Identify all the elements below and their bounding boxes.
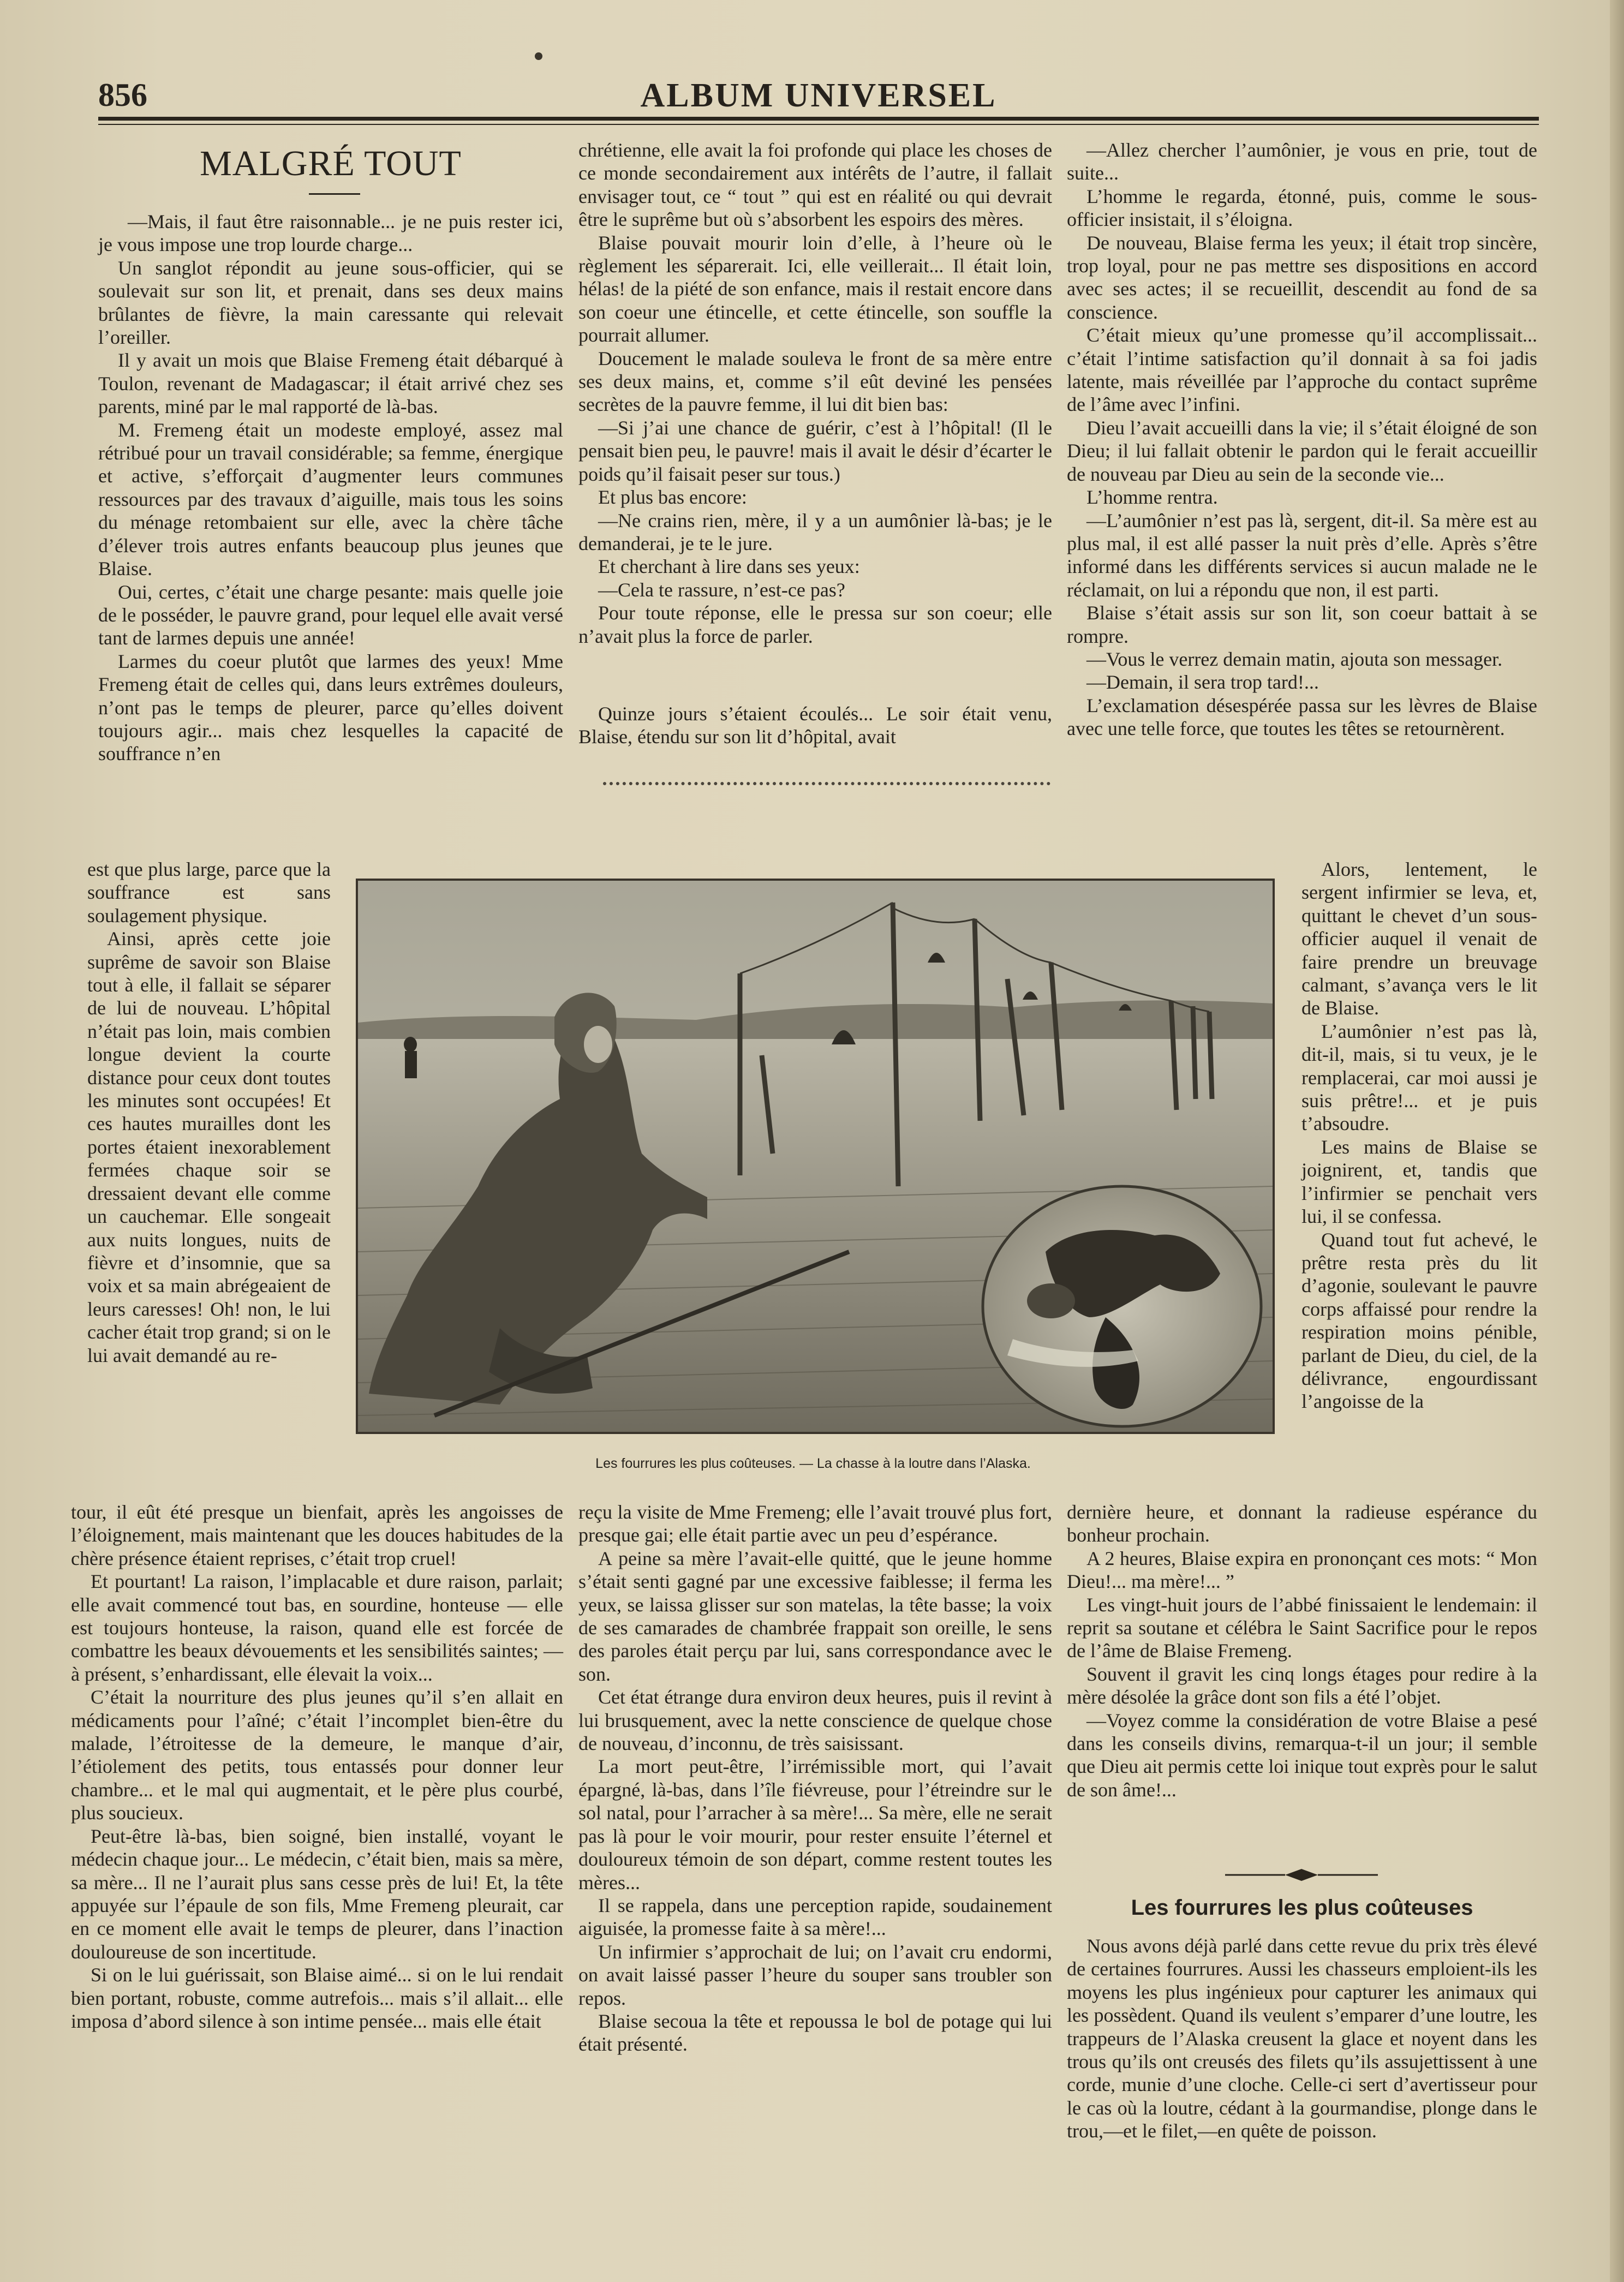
paragraph: Les mains de Blaise se joignirent, et, tandis que l’infirmier se penchait vers lui, il se confessa. bbox=[1301, 1136, 1537, 1228]
paragraph: M. Fremeng était un modeste employé, assez mal rétribué pour un travail considérable; sa femme, énergique et active, s’efforçait d’augmenter leurs communes ressources par des travaux d’aiguille, mais tous les soins du ménage retombaient sur elle, avec la chère tâche d’élever trois autres enfants beaucoup plus jeunes que Blaise. bbox=[98, 419, 563, 580]
paragraph: tour, il eût été presque un bienfait, après les angoisses de l’éloignement, mais maintenant que les douces habitudes de la chère présence étaient reprises, c’était trop cruel! bbox=[71, 1501, 563, 1569]
paragraph: Blaise secoua la tête et repoussa le bol de potage qui lui était présenté. bbox=[578, 2010, 1052, 2056]
paragraph: —Demain, il sera trop tard!... bbox=[1086, 671, 1319, 694]
paragraph: est que plus large, parce que la souffrance est sans soulagement physique. bbox=[87, 858, 331, 927]
paragraph: Et cherchant à lire dans ses yeux: bbox=[598, 555, 860, 578]
column-3-wrap bbox=[1301, 858, 1537, 1413]
paragraph: Un sanglot répondit au jeune sous-officier, qui se soulevait sur son lit, et prenait, dans ses deux mains brûlantes de fièvre, la main caressante qui relevait l’oreiller. bbox=[98, 256, 563, 349]
otter-inset bbox=[983, 1186, 1261, 1426]
column-1-wrap bbox=[87, 858, 331, 1367]
paragraph: —Ne crains rien, mère, il y a un aumônier là-bas; je le demanderai, je te le jure. bbox=[578, 509, 1052, 554]
paragraph: —Si j’ai une chance de guérir, c’est à l’hôpital! (Il le pensait bien peu, le pauvre! mais il avait le désir d’écarter le poids qu’il faisait peser sur tous.) bbox=[578, 416, 1052, 485]
page-number: 856 bbox=[98, 77, 147, 113]
paragraph: reçu la visite de Mme Fremeng; elle l’avait trouvé plus fort, presque gai; elle était partie avec un peu d’espérance. bbox=[578, 1501, 1052, 1546]
page-header bbox=[98, 74, 1539, 120]
paragraph: Larmes du coeur plutôt que larmes des yeux! Mme Fremeng était de celles qui, dans leurs extrêmes douleurs, n’ont pas le temps de pleurer, parce qu’elles doivent toujours agir... mais chez lesquelles la capacité de souffrance n’en bbox=[98, 650, 563, 765]
paragraph: Il y avait un mois que Blaise Fremeng était débarqué à Toulon, revenant de Madagascar; il était arrivé chez ses parents, miné par le mal rapporté de là-bas. bbox=[98, 349, 563, 418]
paragraph: La mort peut-être, l’irrémissible mort, qui l’avait épargné, là-bas, dans l’île fiévreuse, pour l’étreindre sur le sol natal, pour l’arracher à sa mère!... Sa mère, elle ne serait pas là pour le voir mourir, pour rester ensuite l’éternel et douloureux témoin de son départ, comme restent toutes les mères... bbox=[578, 1755, 1052, 1893]
paragraph: —Mais, il faut être raisonnable... je ne puis rester ici, je vous impose une trop lourde charge... bbox=[98, 211, 563, 256]
paragraph: Si on le lui guérissait, son Blaise aimé... si on le lui rendait bien portant, robuste, comme autrefois... mais s’il allait... elle imposa d’abord silence à son intime pensée... mais elle était bbox=[71, 1964, 563, 2032]
title-underline bbox=[309, 193, 360, 195]
header-rule-thin bbox=[98, 124, 1539, 125]
paragraph: Blaise pouvait mourir loin d’elle, à l’heure où le règlement les séparerait. Ici, elle veillerait... Il était loin, hélas! de la piété de son enfance, mais il restait encore dans son coeur une étincelle, et cette étincelle, son souffle la pourrait allumer. bbox=[578, 231, 1052, 347]
article-title: MALGRÉ TOUT bbox=[200, 144, 462, 183]
column-1-bottom bbox=[71, 1501, 563, 2033]
paragraph: De nouveau, Blaise ferma les yeux; il était trop sincère, trop loyal, pour ne pas mettre ses dispositions en accord avec ses actes; il se recueillit, descendit au fond de sa conscience. bbox=[1067, 231, 1537, 323]
otter-hunt-engraving bbox=[356, 879, 1275, 1434]
paragraph: L’exclamation désespérée passa sur les lèvres de Blaise avec une telle force, que toutes les têtes se retournèrent. bbox=[1067, 694, 1537, 740]
illustration-caption: Les fourrures les plus coûteuses. — La chasse à la loutre dans l’Alaska. bbox=[595, 1456, 1031, 1471]
header-rule-thick bbox=[98, 117, 1539, 121]
column-2-top bbox=[578, 139, 1052, 749]
paragraph: A peine sa mère l’avait-elle quitté, que le jeune homme s’était senti gagné par une excessive faiblesse; il ferma les yeux, se laissa glisser sur son matelas, la tête basse; la voix de ses camarades de chambrée frappait son oreille, le sens des paroles était perçu par lui, sans correspondance avec le son. bbox=[578, 1547, 1052, 1685]
paragraph: Les vingt-huit jours de l’abbé finissaient le lendemain: il reprit sa soutane et célébra le Saint Sacrifice pour le repos de l’âme de Blaise Fremeng. bbox=[1067, 1593, 1537, 1662]
paragraph: Pour toute réponse, elle le pressa sur son coeur; elle n’avait plus la force de parler. bbox=[578, 602, 1052, 647]
paragraph: L’aumônier n’est pas là, dit-il, mais, si tu veux, je le remplacerai, car moi aussi je suis prêtre!... et je puis t’absoudre. bbox=[1301, 1020, 1537, 1135]
paragraph: Ainsi, après cette joie suprême de savoir son Blaise tout à elle, il fallait se séparer de lui de nouveau. L’hôpital n’était pas loin, mais combien longue devient la courte distance pour ceux dont toutes les minutes sont occupées! Et ces hautes murailles dont les portes étaient inexorablement fermées chaque soir se dressaient devant elle comme un cauchemar. Elle songeait aux nuits longues, nuits de fièvre et d’insomnie, que sa voix et sa main abrégeaient de leurs caresses! Oh! non, le lui cacher était trop grand; si on le lui avait demandé au re- bbox=[87, 928, 331, 1366]
column-2-bottom bbox=[578, 1501, 1052, 2056]
paragraph: —Voyez comme la considération de votre Blaise a pesé dans les conseils divins, remarqua-t-il un jour; il semble que Dieu ait permis cette loi inique tout exprès pour le salut de son âme!... bbox=[1067, 1709, 1537, 1801]
paragraph: chrétienne, elle avait la foi profonde qui place les choses de ce monde secondairement aux intérêts de l’autre, il fallait envisager tout, ce “ tout ” qui est en réalité ou qui devrait être le suprême but où s’absorbent les espoirs des mères. bbox=[578, 139, 1052, 231]
paragraph: Peut-être là-bas, bien soigné, bien installé, voyant le médecin chaque jour... Le médecin, c’était bien, mais sa mère, sa mère... Il ne l’aurait plus sans cesse près de lui! Et, la tête appuyée sur l’épaule de son fils, Mme Fremeng pleurait, car en ce moment elle avait le temps de pleurer, dans l’inaction douloureuse de son incertitude. bbox=[71, 1825, 563, 1963]
ink-dot bbox=[535, 52, 542, 60]
page-binding-edge bbox=[1610, 0, 1624, 2282]
section-body bbox=[1067, 1934, 1537, 2143]
paragraph: L’homme le regarda, étonné, puis, comme le sous-officier insistait, il s’éloigna. bbox=[1067, 185, 1537, 231]
column-1-top bbox=[98, 210, 563, 766]
section-heading: Les fourrures les plus coûteuses bbox=[1131, 1896, 1473, 1920]
paragraph: C’était la nourriture des plus jeunes qu’il s’en allait en médicaments pour l’aîné; c’était l’incomplet bien-être du malade, l’étroitesse de la demeure, le manque d’air, l’étiolement des petits, tous entassés pour donner leur chambre... et le mal qui augmentait, et le père plus courbé, plus soucieux. bbox=[71, 1686, 563, 1824]
paragraph: —L’aumônier n’est pas là, sergent, dit-il. Sa mère est au plus mal, il est allé passer la nuit près d’elle. Après s’être informé dans les différents services si aucun malade ne le réclamait, on lui a répondu que non, il est parti. bbox=[1067, 509, 1537, 601]
paragraph: —Allez chercher l’aumônier, je vous en prie, tout de suite... bbox=[1067, 139, 1537, 184]
section-break-dots bbox=[603, 782, 1050, 787]
paragraph: Doucement le malade souleva le front de sa mère entre ses deux mains, et, comme s’il eût deviné les pensées secrètes de la pauvre femme, il lui dit bien bas: bbox=[578, 347, 1052, 416]
journal-title: ALBUM UNIVERSEL bbox=[640, 77, 997, 114]
column-3-top bbox=[1067, 139, 1537, 740]
section-ornament bbox=[1225, 1868, 1378, 1882]
paragraph: —Vous le verrez demain matin, ajouta son messager. bbox=[1086, 648, 1503, 670]
paragraph: Dieu l’avait accueilli dans la vie; il s’était éloigné de son Dieu; il lui fallait obtenir le pardon qui le ferait accueillir de nouveau par Dieu au sein de la seconde vie... bbox=[1067, 416, 1537, 485]
paragraph: Quinze jours s’étaient écoulés... Le soir était venu, Blaise, étendu sur son lit d’hôpital, avait bbox=[578, 702, 1052, 748]
paragraph: Quand tout fut achevé, le prêtre resta près du lit d’agonie, soulevant le pauvre corps affaissé pour rendre la respiration moins pénible, parlant de Dieu, du ciel, de la délivrance, engourdissant l’angoisse de la bbox=[1301, 1228, 1537, 1413]
paragraph: Blaise s’était assis sur son lit, son coeur battait à se rompre. bbox=[1067, 602, 1537, 647]
paragraph: Oui, certes, c’était une charge pesante: mais quelle joie de le posséder, le pauvre grand, pour lequel elle avait versé tant de larmes depuis une année! bbox=[98, 581, 563, 649]
distant-figure bbox=[404, 1037, 417, 1078]
paragraph: Souvent il gravit les cinq longs étages pour redire à la mère désolée la grâce dont son fils a été l’objet. bbox=[1067, 1663, 1537, 1708]
paragraph: dernière heure, et donnant la radieuse espérance du bonheur prochain. bbox=[1067, 1501, 1537, 1546]
engraving-drawing bbox=[358, 881, 1273, 1432]
column-3-bottom bbox=[1067, 1501, 1537, 1801]
paragraph: Il se rappela, dans une perception rapide, soudainement aiguisée, la promesse faite à sa mère!... bbox=[578, 1894, 1052, 1940]
paragraph: Et plus bas encore: bbox=[598, 486, 747, 509]
paragraph: Alors, lentement, le sergent infirmier se leva, et, quittant le chevet d’un sous-officier auquel il venait de faire prendre un breuvage calmant, s’avança vers le lit de Blaise. bbox=[1301, 858, 1537, 1019]
paragraph: Et pourtant! La raison, l’implacable et dure raison, parlait; elle avait commencé tout bas, en sourdine, honteuse — elle est toujours honteuse, la raison, quand elle est forcée de combattre les beaux dévouements et les sensibilités saintes; —à présent, s’enhardissant, elle élevait la voix... bbox=[71, 1570, 563, 1685]
paragraph: A 2 heures, Blaise expira en prononçant ces mots: “ Mon Dieu!... ma mère!... ” bbox=[1067, 1547, 1537, 1593]
paragraph: L’homme rentra. bbox=[1086, 486, 1218, 509]
paragraph: —Cela te rassure, n’est-ce pas? bbox=[598, 578, 845, 601]
paragraph: Nous avons déjà parlé dans cette revue du prix très élevé de certaines fourrures. Aussi les chasseurs emploient-ils les moyens les plus ingénieux pour capturer les animaux qui les possèdent. Quand ils veulent s’emparer d’une loutre, les trappeurs de l’Alaska creusent la glace et noyent dans les trous qu’ils ont creusés des filets qu’ils assujettissent à une corde, munie d’une cloche. Celle-ci sert d’avertisseur pour le cas où la loutre, cédant à la gourmandise, plonge dans le trou,—et le filet,—en quête de poisson. bbox=[1067, 1935, 1537, 2142]
paragraph: Cet état étrange dura environ deux heures, puis il revint à lui brusquement, avec la nette conscience de quelque chose de nouveau, d’inconnu, de très saisissant. bbox=[578, 1686, 1052, 1755]
paragraph: C’était mieux qu’une promesse qu’il accomplissait... c’était l’intime satisfaction qu’il donnait à sa foi jadis latente, mais réveillée par l’approche du contact suprême de l’âme avec l’infini. bbox=[1067, 324, 1537, 416]
paragraph: Un infirmier s’approchait de lui; on l’avait cru endormi, on avait laissé passer l’heure du souper sans troubler son repos. bbox=[578, 1940, 1052, 2009]
